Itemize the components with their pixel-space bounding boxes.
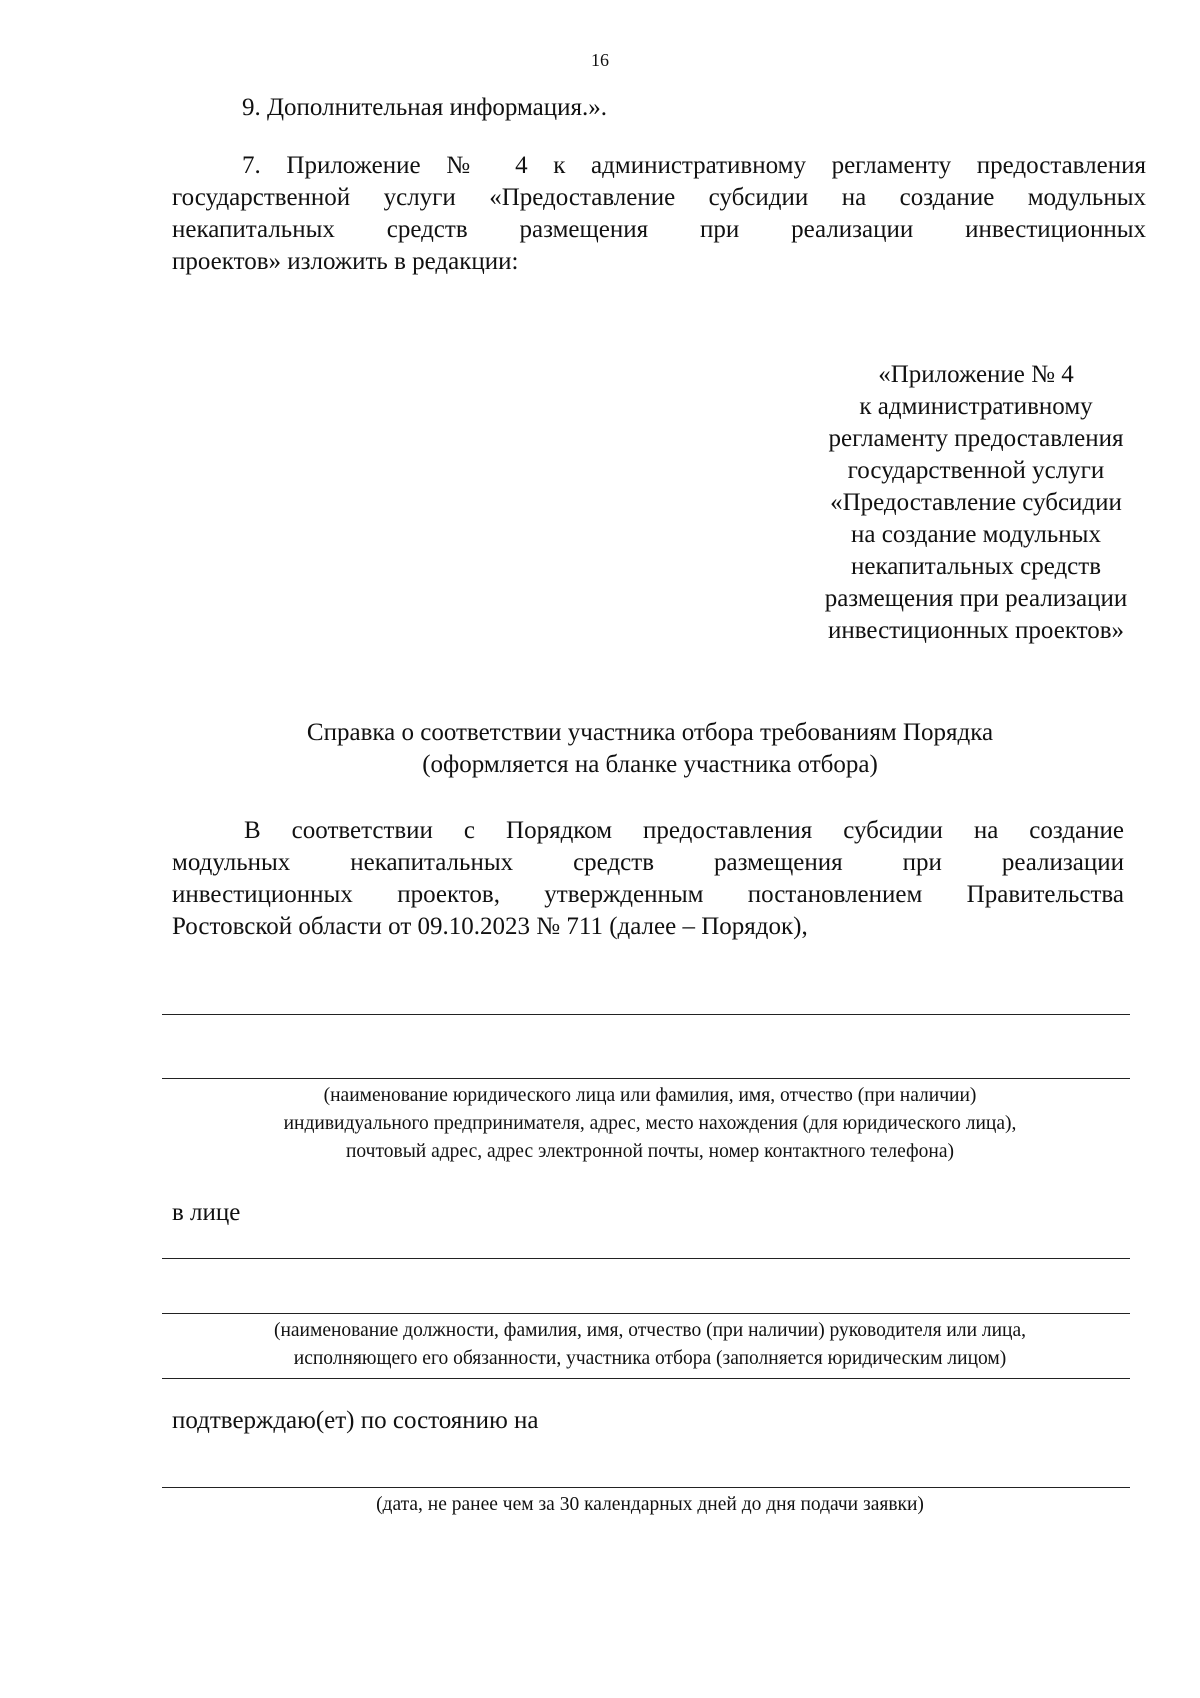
caption-entity-line-1: (наименование юридического лица или фамилия, имя, отчество (при наличии) (323, 1085, 977, 1106)
representative-fill-line-2[interactable] (162, 1313, 1130, 1314)
appendix-header (786, 359, 1166, 647)
caption-date: (дата, не ранее чем за 30 календарных дней до дня подачи заявки) (376, 1494, 924, 1515)
appendix-header-line-6: на создание модульных (851, 521, 1101, 548)
certificate-title-line-1: Справка о соответствии участника отбора требованиям Порядка (306, 719, 994, 746)
intro-line-2: модульных некапитальных средств размещения при реализации (172, 849, 1124, 876)
entity-fill-line-2[interactable] (162, 1078, 1130, 1079)
caption-position (150, 1317, 1150, 1373)
item-9-text: 9. Дополнительная информация.». (242, 94, 608, 121)
appendix-header-line-9: инвестиционных проектов» (827, 617, 1125, 644)
item-7-line-3: некапитальных средств размещения при реализации инвестиционных (172, 216, 1146, 243)
entity-fill-line-1[interactable] (162, 1014, 1130, 1015)
caption-entity-line-2: индивидуального предпринимателя, адрес, место нахождения (для юридического лица), (283, 1113, 1017, 1134)
page-number: 16 (591, 50, 609, 70)
item-7-line-2: государственной услуги «Предоставление субсидии на создание модульных (172, 184, 1146, 211)
in-person-label: в лице (172, 1199, 241, 1226)
intro-paragraph (172, 815, 1124, 943)
certificate-title (160, 717, 1140, 781)
appendix-header-line-8: размещения при реализации (824, 585, 1128, 612)
appendix-header-line-1: «Приложение № 4 (878, 361, 1074, 388)
caption-entity-line-3: почтовый адрес, адрес электронной почты, номер контактного телефона) (345, 1141, 954, 1162)
caption-entity (150, 1082, 1150, 1166)
intro-line-4: Ростовской области от 09.10.2023 № 711 (далее – Порядок), (172, 913, 808, 940)
caption-position-line-2: исполняющего его обязанности, участника отбора (заполняется юридическим лицом) (293, 1348, 1007, 1369)
representative-fill-line-1[interactable] (162, 1258, 1130, 1259)
appendix-header-line-2: к административному (859, 393, 1093, 420)
appendix-header-line-7: некапитальных средств (850, 553, 1102, 580)
intro-line-3: инвестиционных проектов, утвержденным постановлением Правительства (172, 881, 1124, 908)
appendix-header-line-4: государственной услуги (847, 457, 1105, 484)
confirm-label: подтверждаю(ет) по состоянию на (172, 1407, 539, 1434)
item-7-paragraph (172, 150, 1146, 278)
caption-position-line-1: (наименование должности, фамилия, имя, отчество (при наличии) руководителя или лица, (273, 1320, 1027, 1341)
appendix-header-line-5: «Предоставление субсидии (830, 489, 1122, 516)
intro-line-1: В соответствии с Порядком предоставления субсидии на создание (244, 817, 1124, 844)
certificate-title-line-2: (оформляется на бланке участника отбора) (422, 751, 878, 778)
date-fill-line[interactable] (162, 1487, 1130, 1488)
item-7-line-4: проектов» изложить в редакции: (172, 248, 519, 275)
appendix-header-line-3: регламенту предоставления (828, 425, 1124, 452)
position-fill-line[interactable] (162, 1378, 1130, 1379)
item-7-line-1: 7. Приложение № 4 к административному регламенту предоставления (242, 152, 1146, 179)
